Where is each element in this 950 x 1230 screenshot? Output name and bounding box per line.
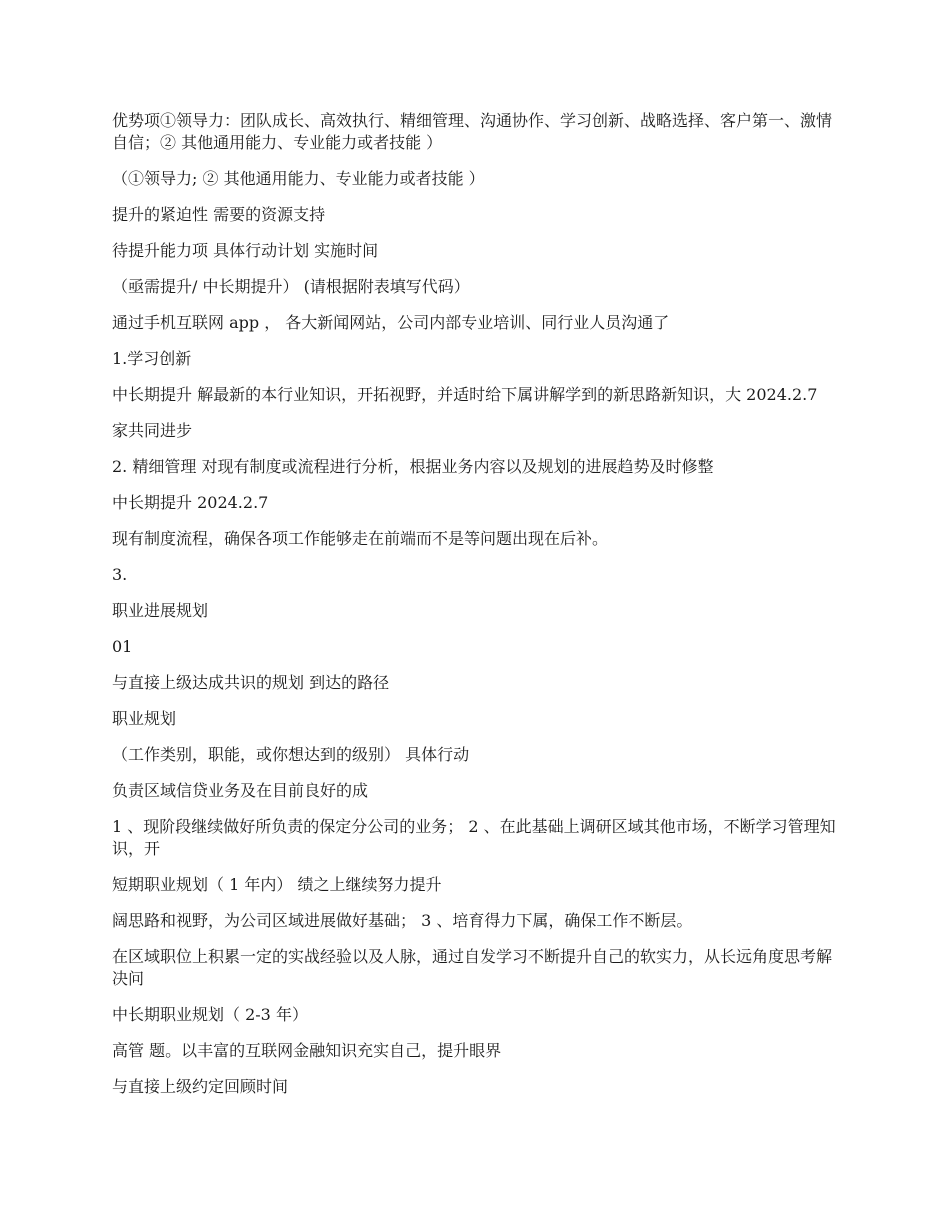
paragraph: 职业规划	[112, 709, 177, 728]
paragraph: 待提升能力项 具体行动计划 实施时间	[112, 241, 379, 260]
paragraph: 阔思路和视野，为公司区域进展做好基础； 3 、培育得力下属，确保工作不断层。	[112, 911, 693, 930]
paragraph: 3.	[112, 565, 128, 584]
paragraph: 与直接上级约定回顾时间	[112, 1077, 289, 1096]
paragraph: （工作类别，职能，或你想达到的级别） 具体行动	[112, 745, 470, 764]
paragraph: 1 、现阶段继续做好所负责的保定分公司的业务； 2 、在此基础上调研区域其他市场，不断学习管理知识，开	[112, 817, 836, 858]
paragraph: 短期职业规划（ 1 年内） 绩之上继续努力提升	[112, 875, 442, 894]
paragraph: （①领导力; ② 其他通用能力、专业能力或者技能 ）	[112, 169, 485, 188]
document-body	[112, 110, 842, 1112]
paragraph: 提升的紧迫性 需要的资源支持	[112, 205, 326, 224]
paragraph: 优势项①领导力：团队成长、高效执行、精细管理、沟通协作、学习创新、战略选择、客户第一、激情自信；② 其他通用能力、专业能力或者技能 ）	[112, 111, 833, 152]
paragraph: 1.学习创新	[112, 349, 192, 368]
paragraph: 中长期提升 解最新的本行业知识，开拓视野，并适时给下属讲解学到的新思路新知识，大 2024.2.7	[112, 385, 818, 404]
paragraph: 2. 精细管理 对现有制度或流程进行分析，根据业务内容以及规划的进展趋势及时修整	[112, 457, 714, 476]
paragraph: 家共同进步	[112, 421, 193, 440]
paragraph: 中长期提升 2024.2.7	[112, 493, 269, 512]
paragraph: 负责区域信贷业务及在目前良好的成	[112, 781, 369, 800]
paragraph: （亟需提升/ 中长期提升） (请根据附表填写代码）	[112, 277, 470, 296]
paragraph: 通过手机互联网 app ， 各大新闻网站，公司内部专业培训、同行业人员沟通了	[112, 313, 670, 332]
paragraph: 在区域职位上积累一定的实战经验以及人脉，通过自发学习不断提升自己的软实力，从长远角度思考解决问	[112, 947, 833, 988]
paragraph: 01	[112, 637, 133, 656]
paragraph: 与直接上级达成共识的规划 到达的路径	[112, 673, 390, 692]
paragraph: 高管 题。以丰富的互联网金融知识充实自己，提升眼界	[112, 1041, 502, 1060]
paragraph: 中长期职业规划（ 2-3 年）	[112, 1005, 308, 1024]
paragraph: 现有制度流程，确保各项工作能够走在前端而不是等问题出现在后补。	[112, 529, 609, 548]
paragraph: 职业进展规划	[112, 601, 209, 620]
